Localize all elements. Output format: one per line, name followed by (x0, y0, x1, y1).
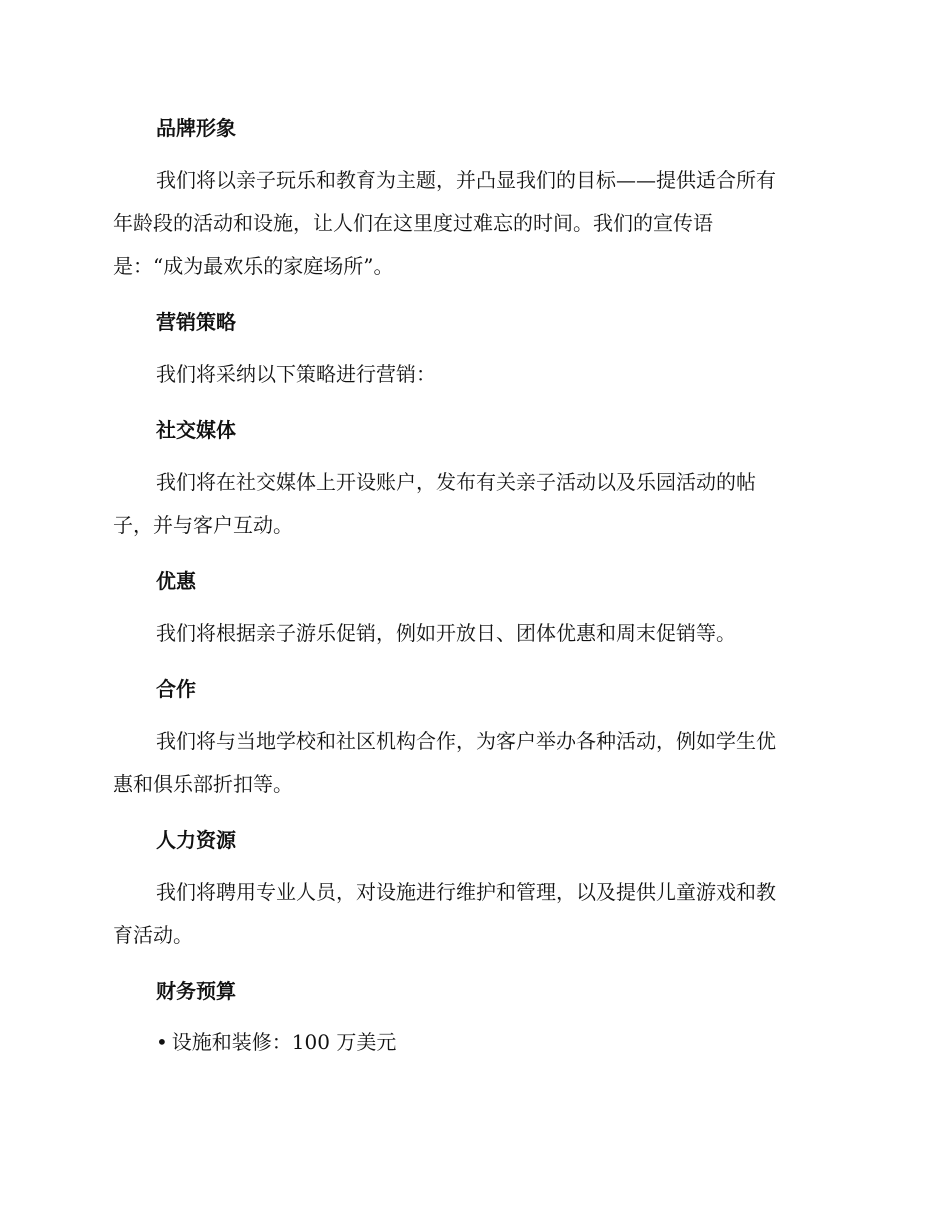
paragraph-line: 我们将根据亲子游乐促销，例如开放日、团体优惠和周末促销等。 (156, 621, 736, 645)
paragraph-discounts (113, 612, 835, 655)
bullet-item-facilities (113, 1022, 835, 1062)
document-page (113, 108, 835, 1062)
section-heading-social-media: 社交媒体 (156, 418, 236, 442)
paragraph-line: 我们将在社交媒体上开设账户，发布有关亲子活动以及乐园活动的帖 (156, 470, 756, 494)
paragraph-cooperation (113, 720, 835, 806)
section-heading-brand-image: 品牌形象 (156, 116, 236, 140)
paragraph-line: 育活动。 (113, 923, 193, 947)
paragraph-line: 子，并与客户互动。 (113, 513, 293, 537)
paragraph-line: 我们将采纳以下策略进行营销： (156, 362, 436, 386)
paragraph-marketing-strategy (113, 353, 835, 396)
paragraph-line: 我们将聘用专业人员，对设施进行维护和管理，以及提供儿童游戏和教 (156, 880, 776, 904)
paragraph-line: 年龄段的活动和设施，让人们在这里度过难忘的时间。我们的宣传语 (113, 211, 713, 235)
paragraph-brand-image (113, 159, 835, 288)
bullet-text: 设施和装修：100 万美元 (171, 1030, 397, 1054)
section-heading-human-resources: 人力资源 (156, 828, 236, 852)
paragraph-line: 我们将与当地学校和社区机构合作，为客户举办各种活动，例如学生优 (156, 729, 776, 753)
section-heading-cooperation: 合作 (156, 677, 196, 701)
section-heading-financial-budget: 财务预算 (156, 979, 236, 1003)
paragraph-line: 是：“成为最欢乐的家庭场所”。 (113, 254, 394, 278)
paragraph-line: 惠和俱乐部折扣等。 (113, 772, 293, 796)
section-heading-discounts: 优惠 (156, 569, 196, 593)
paragraph-line: 我们将以亲子玩乐和教育为主题，并凸显我们的目标——提供适合所有 (156, 168, 776, 192)
paragraph-human-resources (113, 871, 835, 957)
bullet-icon: • (156, 1030, 168, 1054)
section-heading-marketing-strategy: 营销策略 (156, 310, 236, 334)
paragraph-social-media (113, 461, 835, 547)
